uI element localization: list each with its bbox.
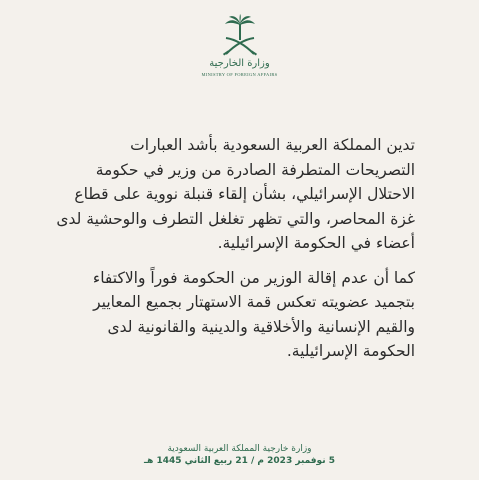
ministry-name-arabic: وزارة الخارجية (209, 58, 270, 69)
statement-body (56, 133, 415, 374)
statement-paragraph-2: كما أن عدم إقالة الوزير من الحكومة فوراً والاكتفاء بتجميد عضويته تعكس قمة الاستهتار بجميع المعايير والقيم الإنسانية والأخلاقية والدينية والقانونية لدى الحكومة الإسرائيلية. (92, 268, 415, 360)
footer-source: وزارة خارجية المملكة العربية السعودية (167, 444, 312, 454)
statement-footer (0, 443, 479, 467)
saudi-emblem-logo (205, 14, 275, 58)
statement-paragraph-1: تدين المملكة العربية السعودية بأشد العبارات التصريحات المتطرفة الصادرة من وزير في حكومة الاحتلال الإسرائيلي، بشأن إلقاء قنبلة نووية على قطاع غزة المحاصر، والتي تظهر تغلغل التطرف والوحشية لدى أعضاء في الحكومة الإسرائيلية. (56, 136, 415, 252)
footer-date: 5 نوفمبر 2023 م / 21 ربيع الثاني 1445 هـ (144, 456, 335, 466)
ministry-name-english: MINISTRY OF FOREIGN AFFAIRS (201, 72, 278, 77)
palm-swords-icon (220, 14, 260, 58)
